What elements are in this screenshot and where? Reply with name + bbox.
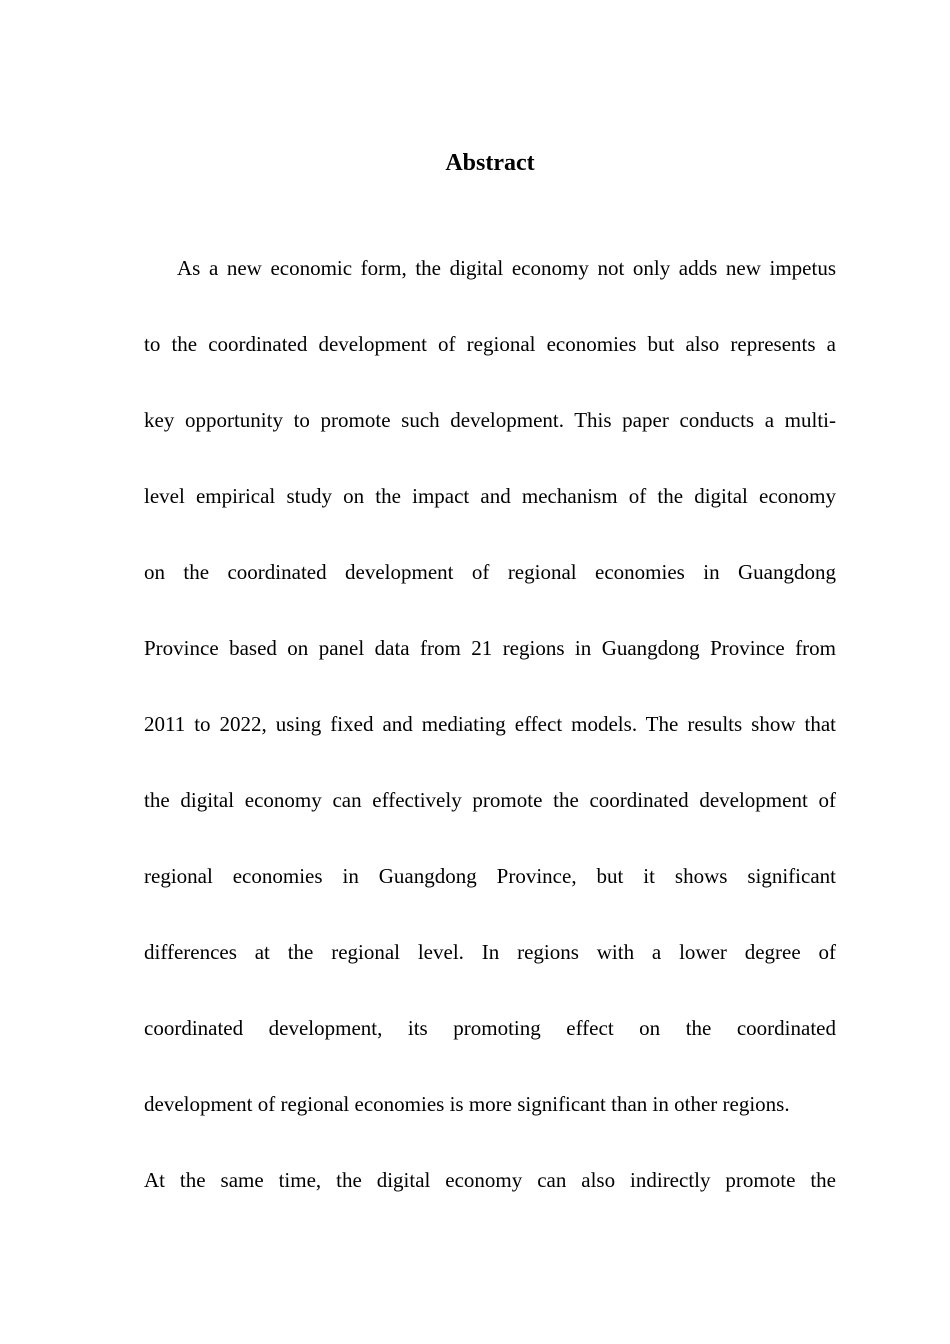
abstract-body <box>144 251 836 1239</box>
abstract-line: As a new economic form, the digital economy not only adds new impetus <box>177 256 836 280</box>
abstract-line: coordinated development, its promoting effect on the coordinated <box>144 1016 836 1040</box>
abstract-line: At the same time, the digital economy can also indirectly promote the <box>144 1168 836 1192</box>
abstract-line: to the coordinated development of regional economies but also represents a <box>144 332 836 356</box>
abstract-line: key opportunity to promote such development. This paper conducts a multi- <box>144 408 836 432</box>
abstract-line: differences at the regional level. In regions with a lower degree of <box>144 940 836 964</box>
abstract-line: Province based on panel data from 21 regions in Guangdong Province from <box>144 636 836 660</box>
abstract-line: development of regional economies is more significant than in other regions. <box>144 1092 790 1116</box>
abstract-line: 2011 to 2022, using fixed and mediating effect models. The results show that <box>144 712 836 736</box>
abstract-line: the digital economy can effectively promote the coordinated development of <box>144 788 836 812</box>
abstract-line: on the coordinated development of regional economies in Guangdong <box>144 560 836 584</box>
abstract-line: regional economies in Guangdong Province, but it shows significant <box>144 864 836 888</box>
abstract-heading: Abstract <box>445 150 535 176</box>
abstract-line: level empirical study on the impact and mechanism of the digital economy <box>144 484 836 508</box>
